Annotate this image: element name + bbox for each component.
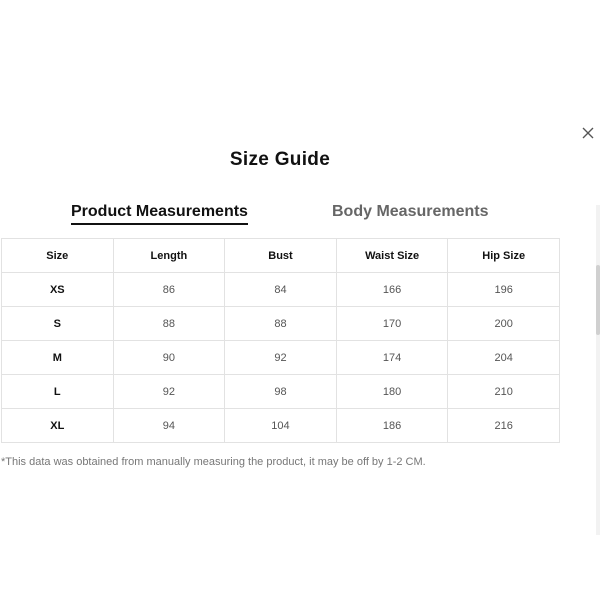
- cell-length: 90: [113, 341, 225, 375]
- cell-length: 88: [113, 307, 225, 341]
- modal-title: Size Guide: [229, 149, 331, 170]
- cell-hip: 210: [448, 375, 560, 409]
- cell-waist: 186: [336, 409, 448, 443]
- table-row: [2, 341, 560, 375]
- header-length: Length: [113, 239, 225, 273]
- cell-size: S: [2, 307, 114, 341]
- header-waist-size: Waist Size: [336, 239, 448, 273]
- table-row: [2, 307, 560, 341]
- table-row: [2, 409, 560, 443]
- table-row: [2, 375, 560, 409]
- cell-hip: 216: [448, 409, 560, 443]
- cell-size: M: [2, 341, 114, 375]
- scrollbar-track[interactable]: [596, 205, 600, 535]
- cell-waist: 180: [336, 375, 448, 409]
- cell-bust: 88: [225, 307, 337, 341]
- close-icon[interactable]: [581, 126, 595, 140]
- cell-hip: 204: [448, 341, 560, 375]
- cell-bust: 84: [225, 273, 337, 307]
- cell-length: 92: [113, 375, 225, 409]
- tab-product-measurements[interactable]: Product Measurements: [71, 203, 248, 225]
- scrollbar-thumb[interactable]: [596, 265, 600, 335]
- cell-length: 86: [113, 273, 225, 307]
- header-bust: Bust: [225, 239, 337, 273]
- cell-waist: 170: [336, 307, 448, 341]
- cell-size: XL: [2, 409, 114, 443]
- cell-waist: 174: [336, 341, 448, 375]
- table-row: [2, 273, 560, 307]
- cell-hip: 196: [448, 273, 560, 307]
- cell-bust: 92: [225, 341, 337, 375]
- cell-size: XS: [2, 273, 114, 307]
- size-table: [1, 238, 560, 443]
- table-header-row: [2, 239, 560, 273]
- cell-bust: 104: [225, 409, 337, 443]
- cell-length: 94: [113, 409, 225, 443]
- measurement-note: *This data was obtained from manually measuring the product, it may be off by 1-2 CM.: [1, 456, 426, 468]
- cell-bust: 98: [225, 375, 337, 409]
- cell-hip: 200: [448, 307, 560, 341]
- cell-waist: 166: [336, 273, 448, 307]
- header-size: Size: [2, 239, 114, 273]
- header-hip-size: Hip Size: [448, 239, 560, 273]
- cell-size: L: [2, 375, 114, 409]
- tab-body-measurements[interactable]: Body Measurements: [332, 203, 489, 220]
